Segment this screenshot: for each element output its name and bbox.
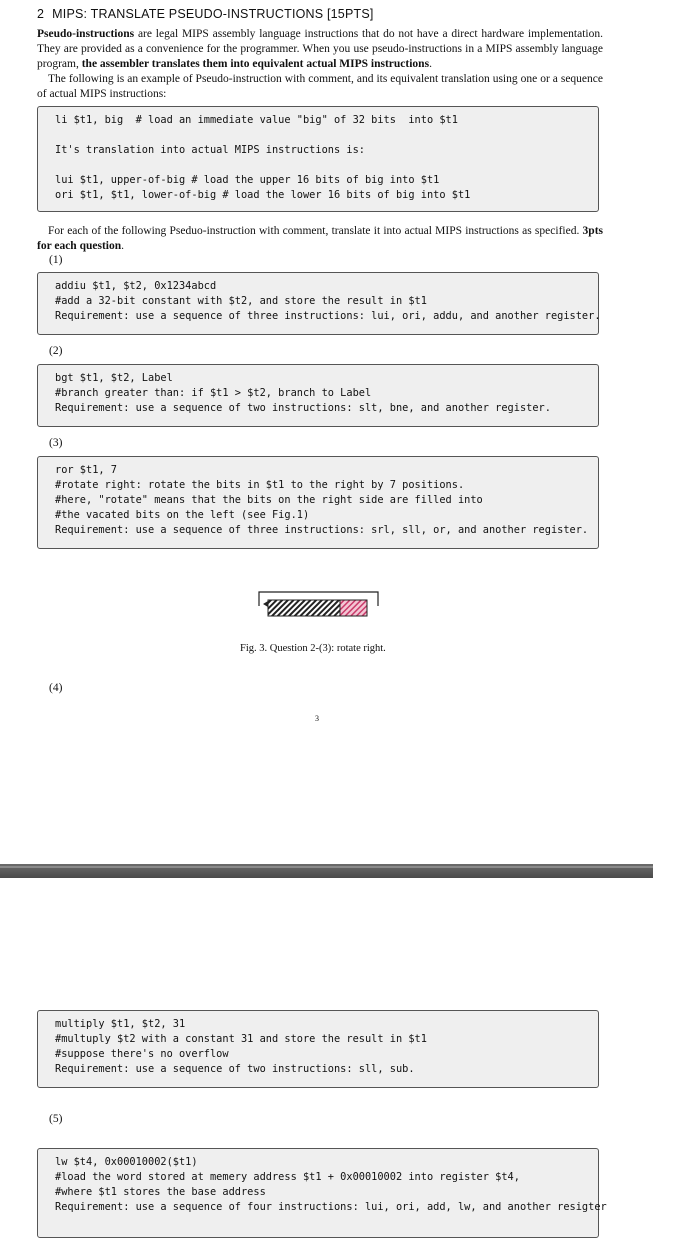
example-code-box — [37, 106, 599, 212]
shifted-bits-block — [268, 600, 340, 616]
page-divider-highlight — [0, 866, 653, 868]
page-number: 3 — [315, 714, 319, 723]
code-line: Requirement: use a sequence of four instructions: lui, ori, add, lw, and another resigter — [55, 1201, 607, 1213]
code-line: li $t1, big # load an immediate value "big" of 32 bits into $t1 — [55, 114, 458, 126]
code-line: #add a 32-bit constant with $t2, and store the result in $t1 — [55, 295, 427, 307]
instructions-paragraph — [37, 224, 603, 254]
code-line: bgt $t1, $t2, Label — [55, 372, 173, 384]
question-label: (1) — [49, 254, 63, 266]
intro-paragraph — [37, 27, 603, 102]
code-line: #the vacated bits on the left (see Fig.1) — [55, 509, 310, 521]
question-label: (4) — [49, 682, 63, 694]
code-line: #multuply $t2 with a constant 31 and store the result in $t1 — [55, 1033, 427, 1045]
intro-bold-statement: the assembler translates them into equivalent actual MIPS instructions — [81, 58, 430, 70]
intro-example-text: The following is an example of Pseudo-instruction with comment, and its equivalent translation using one or a sequence of actual MIPS instructions: — [37, 73, 603, 100]
question-code-box — [37, 1148, 607, 1238]
instructions-text: For each of the following Pseduo-instruction with comment, translate it into actual MIPS instructions as specified. — [48, 225, 583, 237]
code-line: #branch greater than: if $t1 > $t2, branch to Label — [55, 387, 372, 399]
code-line: ori $t1, $t1, lower-of-big # load the lower 16 bits of big into $t1 — [55, 189, 471, 201]
section-title: MIPS: TRANSLATE PSEUDO-INSTRUCTIONS [15PTS] — [52, 7, 374, 21]
code-line: lui $t1, upper-of-big # load the upper 16 bits of big into $t1 — [55, 174, 440, 186]
code-line: #load the word stored at memery address $t1 + 0x00010002 into register $t4, — [55, 1171, 520, 1183]
code-line — [55, 128, 581, 143]
code-line: Requirement: use a sequence of three instructions: lui, ori, addu, and another register. — [55, 310, 601, 322]
question-code-box — [37, 364, 599, 427]
question-label: (3) — [49, 437, 63, 449]
code-line: Requirement: use a sequence of two instructions: slt, bne, and another register. — [55, 402, 551, 414]
code-line: Requirement: use a sequence of three instructions: srl, sll, or, and another register. — [55, 524, 589, 536]
intro-text: are legal MIPS assembly language instructions that do not have a direct hardware implementation. They are provided as a convenience for the programmer. When you use pseudo-instructions in a MIPS assembly language program, — [37, 28, 603, 70]
code-line: addiu $t1, $t2, 0x1234abcd — [55, 280, 217, 292]
code-line: lw $t4, 0x00010002($t1) — [55, 1156, 198, 1168]
code-line: #where $t1 stores the base address — [55, 1186, 266, 1198]
question-label: (5) — [49, 1113, 63, 1125]
intro-period: . — [429, 58, 432, 70]
figure-caption: Fig. 3. Question 2-(3): rotate right. — [240, 643, 386, 654]
section-number: 2 — [37, 7, 45, 21]
rotate-right-figure — [257, 590, 381, 622]
code-line: It's translation into actual MIPS instructions is: — [55, 144, 365, 156]
instructions-period: . — [121, 240, 124, 252]
code-line: #suppose there's no overflow — [55, 1048, 229, 1060]
code-line: Requirement: use a sequence of two instructions: sll, sub. — [55, 1063, 415, 1075]
code-line: ror $t1, 7 — [55, 464, 117, 476]
rotated-bits-block — [340, 600, 367, 616]
section-heading — [37, 7, 374, 21]
instructions-points: 3pts for each question — [37, 225, 603, 252]
code-line — [55, 158, 581, 173]
code-line: #here, "rotate" means that the bits on the right side are filled into — [55, 494, 483, 506]
code-line: multiply $t1, $t2, 31 — [55, 1018, 186, 1030]
code-line: #rotate right: rotate the bits in $t1 to the right by 7 positions. — [55, 479, 465, 491]
intro-bold-term: Pseudo-instructions — [37, 28, 135, 40]
arrow-head-icon — [263, 601, 268, 607]
question-label: (2) — [49, 345, 63, 357]
question-code-box — [37, 1010, 599, 1088]
question-code-box — [37, 456, 599, 549]
question-code-box — [37, 272, 599, 335]
